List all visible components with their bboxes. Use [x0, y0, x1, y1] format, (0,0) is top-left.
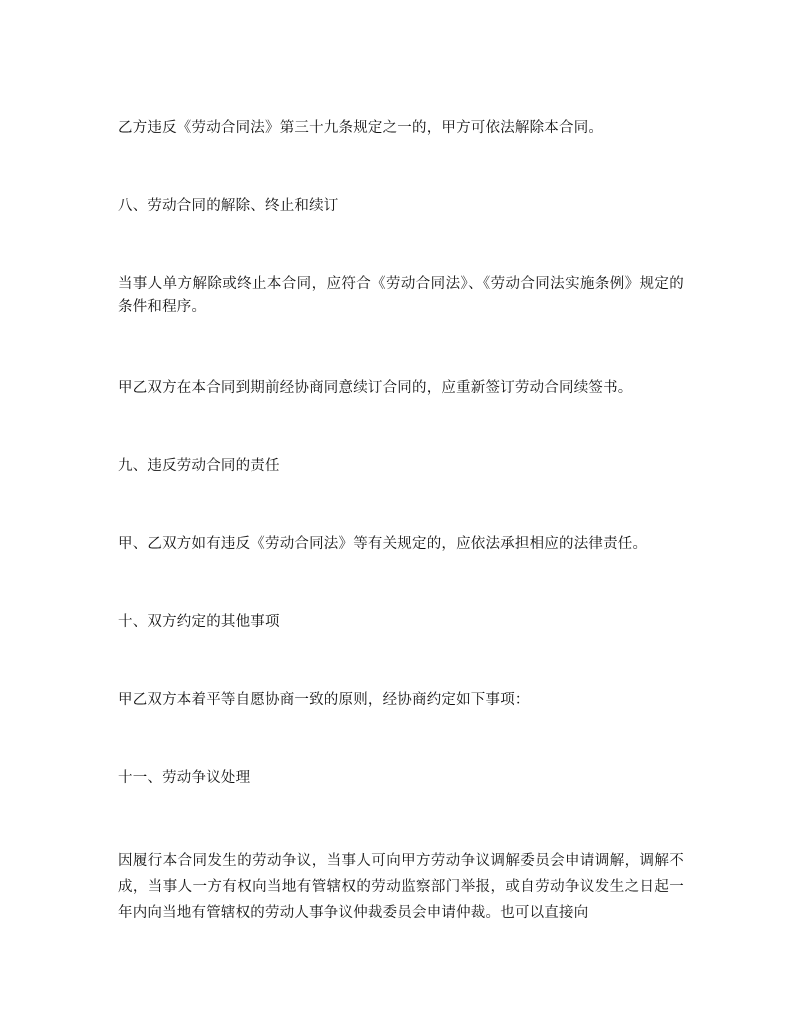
paragraph-renewal: 甲乙双方在本合同到期前经协商同意续订合同的，应重新签订劳动合同续签书。: [118, 380, 633, 396]
paragraph-unilateral-termination: 当事人单方解除或终止本合同，应符合《劳动合同法》、《劳动合同法实施条例》规定的条件和程序。: [118, 276, 684, 315]
section-heading-9: 九、违反劳动合同的责任: [118, 458, 280, 474]
section-heading-8: 八、劳动合同的解除、终止和续订: [118, 198, 339, 214]
section-heading-11: 十一、劳动争议处理: [118, 770, 251, 786]
paragraph-dispute-resolution: 因履行本合同发生的劳动争议，当事人可向甲方劳动争议调解委员会申请调解，调解不成，当事人一方有权向当地有管辖权的劳动监察部门举报，或自劳动争议发生之日起一年内向当地有管辖权的劳动人事争议仲裁委员会申请仲裁。也可以直接向: [118, 853, 684, 921]
paragraph-liability: 甲、乙双方如有违反《劳动合同法》等有关规定的，应依法承担相应的法律责任。: [118, 536, 648, 552]
section-heading-10: 十、双方约定的其他事项: [118, 614, 280, 630]
paragraph-termination-by-employer: 乙方违反《劳动合同法》第三十九条规定之一的，甲方可依法解除本合同。: [118, 120, 604, 136]
paragraph-other-matters: 甲乙双方本着平等自愿协商一致的原则，经协商约定如下事项：: [118, 692, 530, 708]
